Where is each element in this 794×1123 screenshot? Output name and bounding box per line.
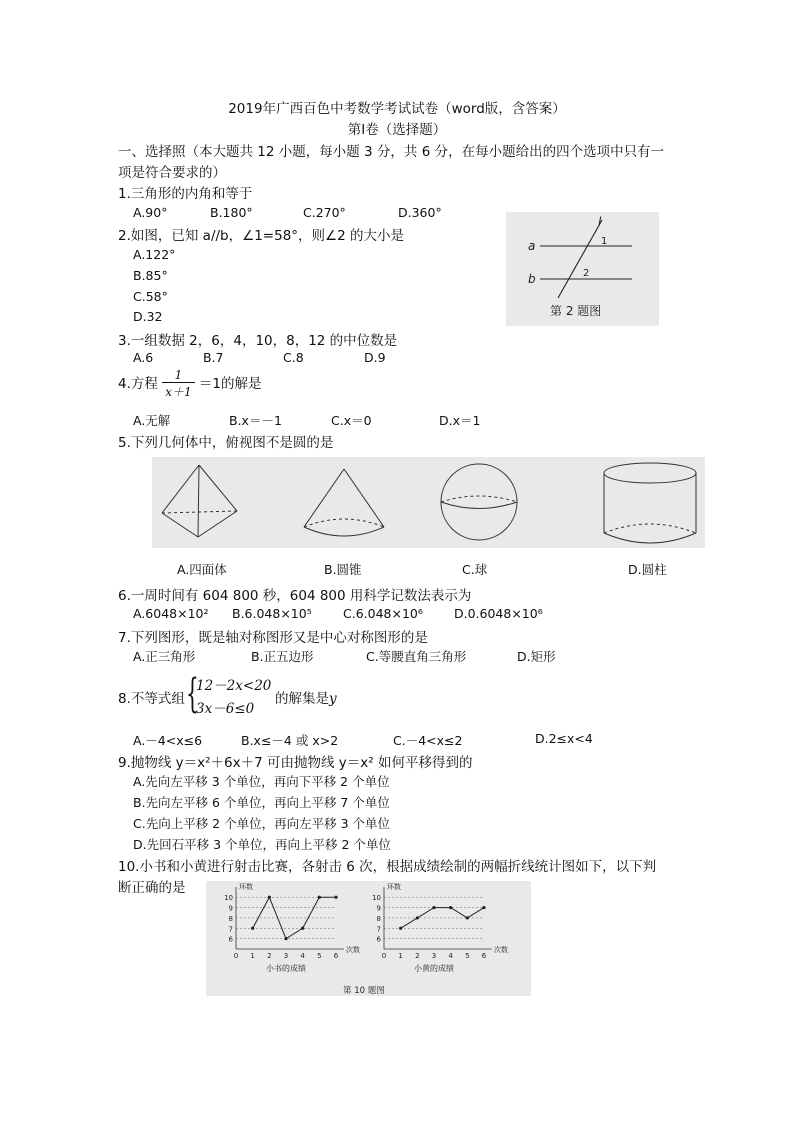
x-tick-label: 6 <box>481 952 487 960</box>
line-l-label: l <box>598 215 602 229</box>
line-b-label: b <box>528 272 536 286</box>
y-tick-label: 7 <box>228 925 233 934</box>
y-tick-label: 6 <box>228 935 233 944</box>
q5-option-b: B.圆锥 <box>324 562 362 577</box>
x-tick-label: 0 <box>233 952 239 960</box>
x-tick-label: 4 <box>448 952 453 960</box>
q4-option-b: B.x＝－1 <box>229 413 282 428</box>
data-point <box>432 906 435 909</box>
q8-stem-variable: y <box>329 691 337 707</box>
x-axis-label: 次数 <box>346 946 360 954</box>
x-tick-label: 5 <box>465 952 470 960</box>
q8-option-d: D.2≤x<4 <box>535 731 593 746</box>
sphere-shape <box>441 464 517 540</box>
angle-1-label: 1 <box>601 236 608 247</box>
x-tick-label: 2 <box>415 952 420 960</box>
paper-subtitle: 第Ⅰ卷（选择题） <box>347 122 447 138</box>
y-tick-label: 6 <box>376 935 381 944</box>
angle-2-label: 2 <box>583 268 590 279</box>
x-tick-label: 1 <box>250 952 255 960</box>
q5-option-a: A.四面体 <box>177 562 227 577</box>
cone-shape <box>304 469 384 536</box>
section-instructions-line1: 一、选择照（本大题共 12 小题，每小题 3 分，共 6 分，在每小题给出的四个选项中只有一 <box>118 144 665 160</box>
x-tick-label: 4 <box>300 952 305 960</box>
chart-title: 小黄的成绩 <box>414 964 454 973</box>
q3-option-d: D.9 <box>364 350 386 365</box>
q2-figure <box>506 212 659 326</box>
q7-option-d: D.矩形 <box>517 649 556 664</box>
paper-title: 2019年广西百色中考数学考试试卷（word版，含答案） <box>228 101 566 117</box>
q2-option-b: B.85° <box>133 268 168 283</box>
q4-fraction <box>162 368 194 400</box>
q3-option-c: C.8 <box>283 350 304 365</box>
cylinder-shape <box>604 463 696 543</box>
data-point <box>466 916 469 919</box>
chart-title: 小书的成绩 <box>266 964 306 973</box>
q8-stem-prefix: 8.不等式组 <box>118 691 185 707</box>
q6-option-a: A.6048×10² <box>133 606 209 621</box>
y-axis-label: 环数 <box>387 883 401 891</box>
q9-option-a: A.先向左平移 3 个单位，再向下平移 2 个单位 <box>133 774 390 789</box>
q8-stem-suffix: 的解集是y <box>275 691 337 707</box>
y-tick-label: 10 <box>224 894 233 903</box>
data-point <box>449 906 452 909</box>
q5-solids-figure <box>152 457 705 548</box>
q2-option-d: D.32 <box>133 309 163 324</box>
q7-stem: 7.下列图形，既是轴对称图形又是中心对称图形的是 <box>118 630 428 646</box>
data-point <box>416 916 419 919</box>
q4-option-a: A.无解 <box>133 413 171 428</box>
q6-stem: 6.一周时间有 604 800 秒，604 800 用科学记数法表示为 <box>118 588 472 604</box>
q1-option-c: C.270° <box>303 205 346 220</box>
q9-stem: 9.抛物线 y＝x²＋6x＋7 可由抛物线 y＝x² 如何平移得到的 <box>118 755 473 771</box>
q4-option-d: D.x＝1 <box>439 413 481 428</box>
q5-option-c: C.球 <box>462 562 488 577</box>
data-point <box>251 927 254 930</box>
q10-stem-line2: 断正确的是 <box>118 880 186 896</box>
data-point <box>482 906 485 909</box>
data-point <box>268 896 271 899</box>
x-axis-label: 次数 <box>494 946 508 954</box>
data-point <box>284 937 287 940</box>
tetrahedron-shape <box>162 465 237 537</box>
data-point <box>399 927 402 930</box>
q10-figure-caption: 第 10 题图 <box>343 986 385 996</box>
q2-option-c: C.58° <box>133 289 168 304</box>
q2-stem: 2.如图，已知 a//b，∠1=58°，则∠2 的大小是 <box>118 228 405 244</box>
y-tick-label: 7 <box>376 925 381 934</box>
q2-option-a: A.122° <box>133 247 176 262</box>
q7-option-b: B.正五边形 <box>251 649 314 664</box>
q1-option-b: B.180° <box>210 205 253 220</box>
q3-option-a: A.6 <box>133 350 154 365</box>
q6-option-d: D.0.6048×10⁶ <box>454 606 543 621</box>
q8-option-a: A.－4<x≤6 <box>133 733 203 748</box>
q2-figure-caption: 第 2 题图 <box>550 304 602 318</box>
q9-option-c: C.先向上平移 2 个单位，再向左平移 3 个单位 <box>133 816 391 831</box>
q8-brace: { <box>186 671 199 717</box>
chart-xiaoshu <box>224 882 360 973</box>
chart-xiaohuang <box>372 882 508 973</box>
q7-option-c: C.等腰直角三角形 <box>366 649 467 664</box>
x-tick-label: 6 <box>333 952 339 960</box>
q7-option-a: A.正三角形 <box>133 649 196 664</box>
x-tick-label: 2 <box>267 952 272 960</box>
q1-option-d: D.360° <box>398 205 442 220</box>
q4-fraction-denominator: x＋1 <box>165 385 192 399</box>
q4-stem-prefix: 4.方程 <box>118 376 158 392</box>
q4-stem <box>118 368 261 400</box>
x-tick-label: 5 <box>317 952 322 960</box>
q1-option-a: A.90° <box>133 205 168 220</box>
y-tick-label: 9 <box>228 904 233 913</box>
q10-figure <box>206 881 531 996</box>
q5-option-d: D.圆柱 <box>628 562 667 577</box>
q4-fraction-numerator: 1 <box>162 368 194 383</box>
x-tick-label: 0 <box>381 952 387 960</box>
q5-stem: 5.下列几何体中，俯视图不是圆的是 <box>118 435 334 451</box>
q6-option-c: C.6.048×10⁶ <box>343 606 423 621</box>
q8-option-c: C.－4<x≤2 <box>393 733 463 748</box>
q3-stem: 3.一组数据 2，6，4，10，8，12 的中位数是 <box>118 333 398 349</box>
q4-stem-suffix: ＝1的解是 <box>198 376 262 392</box>
data-point <box>318 896 321 899</box>
section-instructions-line2: 项是符合要求的） <box>118 165 226 181</box>
q8-inequality-2: 3x－6≤0 <box>196 701 255 717</box>
y-axis-label: 环数 <box>239 883 253 891</box>
q4-option-c: C.x＝0 <box>331 413 372 428</box>
x-tick-label: 3 <box>431 952 437 960</box>
y-tick-label: 9 <box>376 904 381 913</box>
data-point <box>301 927 304 930</box>
q10-stem-line1: 10.小书和小黄进行射击比赛，各射击 6 次，根据成绩绘制的两幅折线统计图如下，以下判 <box>118 859 657 875</box>
q1-stem: 1.三角形的内角和等于 <box>118 186 253 202</box>
q6-option-b: B.6.048×10⁵ <box>232 606 312 621</box>
y-tick-label: 8 <box>376 914 381 923</box>
y-tick-label: 10 <box>372 894 381 903</box>
line-a-label: a <box>528 239 536 253</box>
q9-option-b: B.先向左平移 6 个单位，再向上平移 7 个单位 <box>133 795 390 810</box>
y-tick-label: 8 <box>228 914 233 923</box>
q8-inequality-1: 12－2x<20 <box>196 678 272 694</box>
data-point <box>334 896 337 899</box>
q8-option-b: B.x≤－4 或 x>2 <box>241 733 339 748</box>
q9-option-d: D.先回石平移 3 个单位，再向上平移 2 个单位 <box>133 837 391 852</box>
x-tick-label: 1 <box>398 952 403 960</box>
q3-option-b: B.7 <box>203 350 224 365</box>
x-tick-label: 3 <box>283 952 289 960</box>
